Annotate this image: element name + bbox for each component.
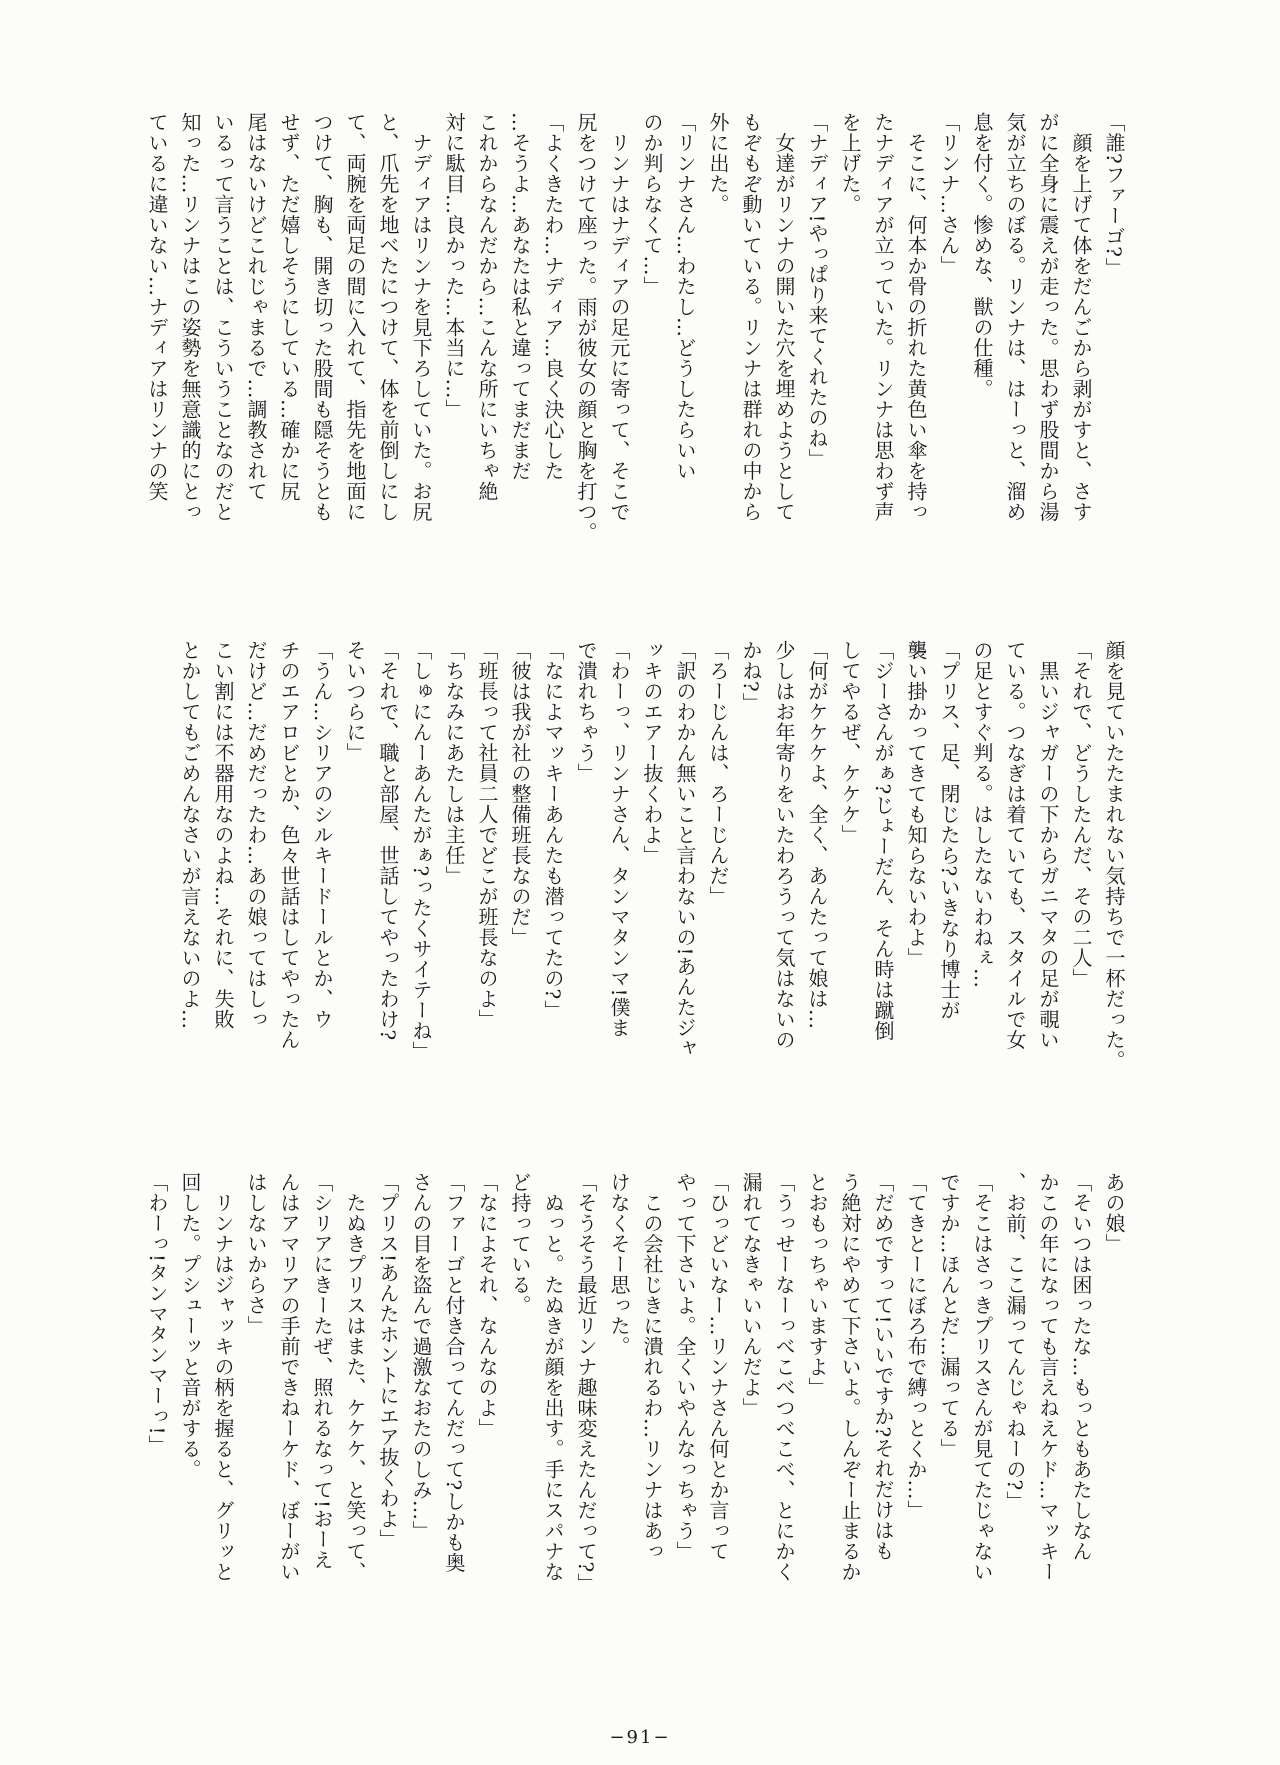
text-line: 「ひっどいなー…リンナさん何とか言って (706, 1172, 730, 1562)
text-line: 「てきとーにぼろ布で縛っとくか…」 (904, 1172, 928, 1521)
text-line: 「ナディア!やっぱり来てくれたのね」 (805, 112, 829, 470)
text-line: 「ジーさんがぁ?じょーだん、そん時は蹴倒 (871, 640, 895, 1041)
text-line: 黒いジャガーの下からガニマタの足が覗い (1036, 640, 1060, 1050)
text-line: ッキのエアー抜くわよ」 (640, 640, 664, 866)
text-line: つけて、胸も、開き切った股間も隠そうとも (310, 112, 334, 522)
text-line: ている。つなぎは着ていても、スタイルで女 (1003, 640, 1027, 1050)
text-line: はしないからさ」 (244, 1172, 268, 1336)
text-line: 外に出た。 (706, 112, 730, 215)
text-line: 「それで、職と部屋、世話してやったわけ? (376, 640, 400, 1041)
text-line: 「わーっ、リンナさん、タンマタンマ!僕ま (607, 640, 631, 1039)
text-line: いるって言うことは、こういうことなのだと (211, 112, 235, 522)
text-line: …そうよ…あなたは私と違ってまだまだ (508, 112, 532, 481)
text-line: 、お前、ここ漏ってんじゃねーの?」 (1003, 1172, 1027, 1512)
text-line: を上げた。 (838, 112, 862, 215)
text-line: さんの目を盗んで過激なおたのしみ…」 (409, 1172, 433, 1541)
text-line: 「そこはさっきプリスさんが見てたじゃない (970, 1172, 994, 1582)
text-line: 知った…リンナはこの姿勢を無意識的にとっ (178, 112, 202, 522)
text-line: 「リンナ…さん」 (937, 112, 961, 276)
text-line: 女達がリンナの開いた穴を埋めようとして (772, 112, 796, 522)
text-line: とかしてもごめんなさいが言えないのよ… (178, 640, 202, 1030)
text-line: たぬきプリスはまた、ケケケ、と笑って、 (343, 1172, 367, 1582)
text-line: 顔を上げて体をだんごから剥がすと、さす (1069, 112, 1093, 522)
text-line: あの娘」 (1102, 1172, 1126, 1254)
text-line: やって下さいよ。全くいやんなっちゃう」 (673, 1172, 697, 1562)
text-line: 「ちなみにあたしは主任」 (442, 640, 466, 886)
text-line: 「何がケケケよ、全く、あんたって娘は… (805, 640, 829, 1030)
text-line: 「うん…シリアのシルキードールとか、ウ (310, 640, 334, 1030)
text-line: 「班長って社員二人でどこが班長なのよ」 (475, 640, 499, 1030)
text-line: 気が立ちのぼる。リンナは、はーっと、溜め (1003, 112, 1027, 522)
text-line: ナディアはリンナを見下ろしていた。お尻 (409, 112, 433, 522)
text-line: リンナはナディアの足元に寄って、そこで (607, 112, 631, 522)
text-line: 尻をつけて座った。雨が彼女の顔と胸を打つ。 (574, 112, 598, 543)
text-line: 「シリアにきーたぜ、照れるなって!おーえ (310, 1172, 334, 1571)
text-line: と、爪先を地べたにつけて、体を前倒しにし (376, 112, 400, 522)
text-line: 「そうそう最近リンナ趣味変えたんだって?」 (574, 1172, 598, 1594)
text-block-middle (130, 640, 1130, 1142)
text-line: この会社じきに潰れるわ…リンナはあっ (640, 1172, 664, 1562)
text-line: う絶対にやめて下さいよ。しんぞー止まるか (838, 1172, 862, 1582)
text-line: 「しゅにんーあんたがぁ?ったくサイテーね」 (409, 640, 433, 1062)
text-block-top (130, 112, 1130, 612)
text-line: 尾はないけどこれじゃまるで…調教されて (244, 112, 268, 502)
text-line: て、両腕を両足の間に入れて、指先を地面に (343, 112, 367, 522)
text-line: 「訳のわかん無いこと言わないの!あんたジャ (673, 640, 697, 1059)
text-line: リンナはジャッキの柄を握ると、グリッと (211, 1172, 235, 1582)
text-line: だけど…だめだったわ…あの娘ってはしっ (244, 640, 268, 1030)
text-line: がに全身に震えが走った。思わず股間から湯 (1036, 112, 1060, 522)
text-line: 「うっせーなーっべこべつべこべ、とにかく (772, 1172, 796, 1582)
text-line: かこの年になっても言えねえケド…マッキー (1036, 1172, 1060, 1582)
text-line: 「なによそれ、なんなのよ」 (475, 1172, 499, 1439)
text-line: ど持っている。 (508, 1172, 532, 1316)
text-line: んはアマリアの手前できねーケド、ぼーがい (277, 1172, 301, 1582)
text-line: 「そいつは困ったな…もっともあたしなん (1069, 1172, 1093, 1562)
text-line: そいつらに」 (343, 640, 367, 763)
text-line: 「リンナさん…わたし…どうしたらいい (673, 112, 697, 481)
text-line: チのエアロビとか、色々世話はしてやったん (277, 640, 301, 1050)
text-line: せず、ただ嬉しそうにしている…確かに尻 (277, 112, 301, 502)
text-line: 漏れてなきゃいいんだよ」 (739, 1172, 763, 1418)
text-line: とおもっちゃいますよ」 (805, 1172, 829, 1398)
text-line: 息を付く。惨めな、獣の仕種。 (970, 112, 994, 399)
text-line: で潰れちゃう」 (574, 640, 598, 784)
text-line: 「よくきたわ…ナディア…良く決心した (541, 112, 565, 481)
text-line: ですか…ほんとだ…漏ってる」 (937, 1172, 961, 1459)
text-line: これからなんだから…こんな所にいちゃ絶 (475, 112, 499, 502)
text-line: たナディアが立っていた。リンナは思わず声 (871, 112, 895, 522)
text-line: 少しはお年寄りをいたわろうって気はないの (772, 640, 796, 1050)
text-line: 「わーっ!タンマタンマーっ!」 (145, 1172, 169, 1456)
text-line: 「だめですって!いいですか?それだけはも (871, 1172, 895, 1561)
text-line: 顔を見ていたたまれない気持ちで一杯だった。 (1102, 640, 1126, 1071)
text-line: 「それで、どうしたんだ、その二人」 (1069, 640, 1093, 989)
text-line: かね?」 (739, 640, 763, 713)
text-line: 対に駄目…良かった…本当に…」 (442, 112, 466, 420)
page-number: −91− (609, 1727, 671, 1748)
text-line: こい割には不器用なのよね…それに、失敗 (211, 640, 235, 1030)
text-line: のか判らなくて…」 (640, 112, 664, 297)
text-line: 「なによマッキーあんたも潜ってたの?」 (541, 640, 565, 1021)
text-line: そこに、何本か骨の折れた黄色い傘を持っ (904, 112, 928, 522)
text-line: もぞもぞ動いている。リンナは群れの中から (739, 112, 763, 522)
text-line: 襲い掛かってきても知らないわよ」 (904, 640, 928, 968)
text-line: 「プリス!あんたホントにエア抜くわよ」 (376, 1172, 400, 1550)
text-line: 「ファーゴと付き合ってんだって?しかも奥 (442, 1172, 466, 1573)
text-line: 「プリス、足、閉じたら?いきなり博士が (937, 640, 961, 1021)
text-line: ぬっと。たぬきが顔を出す。手にスパナな (541, 1172, 565, 1582)
text-line: してやるぜ、ケケケ」 (838, 640, 862, 845)
text-line: 回した。プシューッと音がする。 (178, 1172, 202, 1480)
text-line: の足とすぐ判る。はしたないわねぇ… (970, 640, 994, 989)
text-line: けなくそー思った。 (607, 1172, 631, 1357)
text-block-bottom (130, 1172, 1130, 1692)
text-line: 「彼は我が社の整備班長なのだ」 (508, 640, 532, 948)
text-line: 「誰?ファーゴ?」 (1102, 112, 1126, 278)
text-line: ているに違いない…ナディアはリンナの笑 (145, 112, 169, 502)
text-line: 「ろーじんは、ろーじんだ」 (706, 640, 730, 907)
